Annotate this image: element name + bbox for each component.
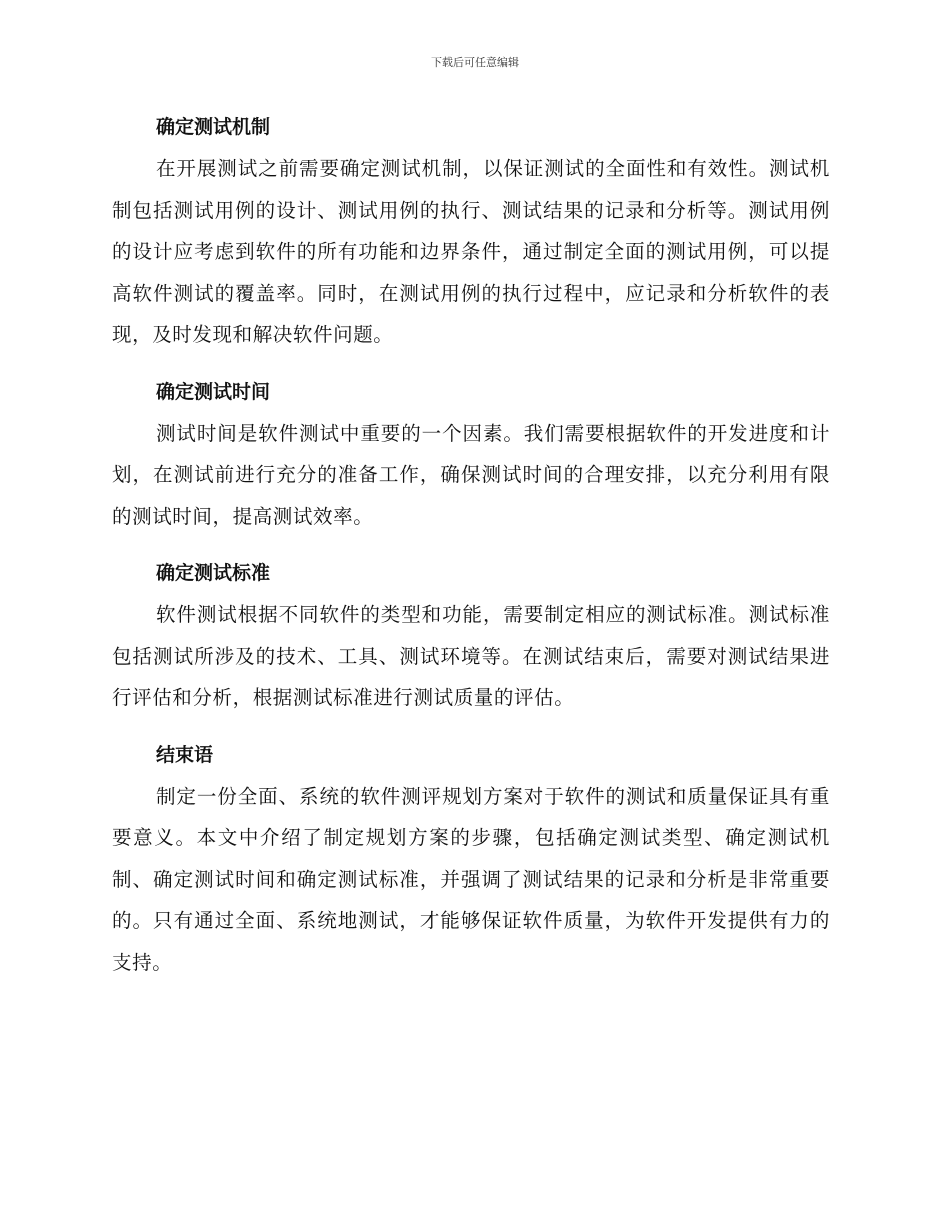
section-paragraph: 在开展测试之前需要确定测试机制，以保证测试的全面性和有效性。测试机制包括测试用例的设计、测试用例的执行、测试结果的记录和分析等。测试用例的设计应考虑到软件的所有功能和边界条件，通过制定全面的测试用例，可以提高软件测试的覆盖率。同时，在测试用例的执行过程中，应记录和分析软件的表现，及时发现和解决软件问题。 xyxy=(112,157,830,346)
section-heading: 确定测试机制 xyxy=(156,116,271,138)
section-paragraph: 测试时间是软件测试中重要的一个因素。我们需要根据软件的开发进度和计划，在测试前进行充分的准备工作，确保测试时间的合理安排，以充分利用有限的测试时间，提高测试效率。 xyxy=(112,421,830,528)
section-heading: 结束语 xyxy=(156,743,214,766)
section-heading: 确定测试标准 xyxy=(156,562,271,584)
section-test-mechanism xyxy=(112,106,830,356)
section-test-time xyxy=(112,371,830,538)
section-heading: 确定测试时间 xyxy=(156,380,271,403)
section-paragraph: 制定一份全面、系统的软件测评规划方案对于软件的测试和质量保证具有重要意义。本文中介绍了制定规划方案的步骤，包括确定测试类型、确定测试机制、确定测试时间和确定测试标准，并强调了测试结果的记录和分析是非常重要的。只有通过全面、系统地测试，才能够保证软件质量，为软件开发提供有力的支持。 xyxy=(112,784,830,974)
section-paragraph: 软件测试根据不同软件的类型和功能，需要制定相应的测试标准。测试标准包括测试所涉及的技术、工具、测试环境等。在测试结束后，需要对测试结果进行评估和分析，根据测试标准进行测试质量的评估。 xyxy=(112,603,830,709)
section-conclusion xyxy=(112,734,830,984)
section-test-standard xyxy=(112,552,830,719)
header-note: 下载后可任意编辑 xyxy=(431,56,519,69)
document-body xyxy=(112,106,830,998)
